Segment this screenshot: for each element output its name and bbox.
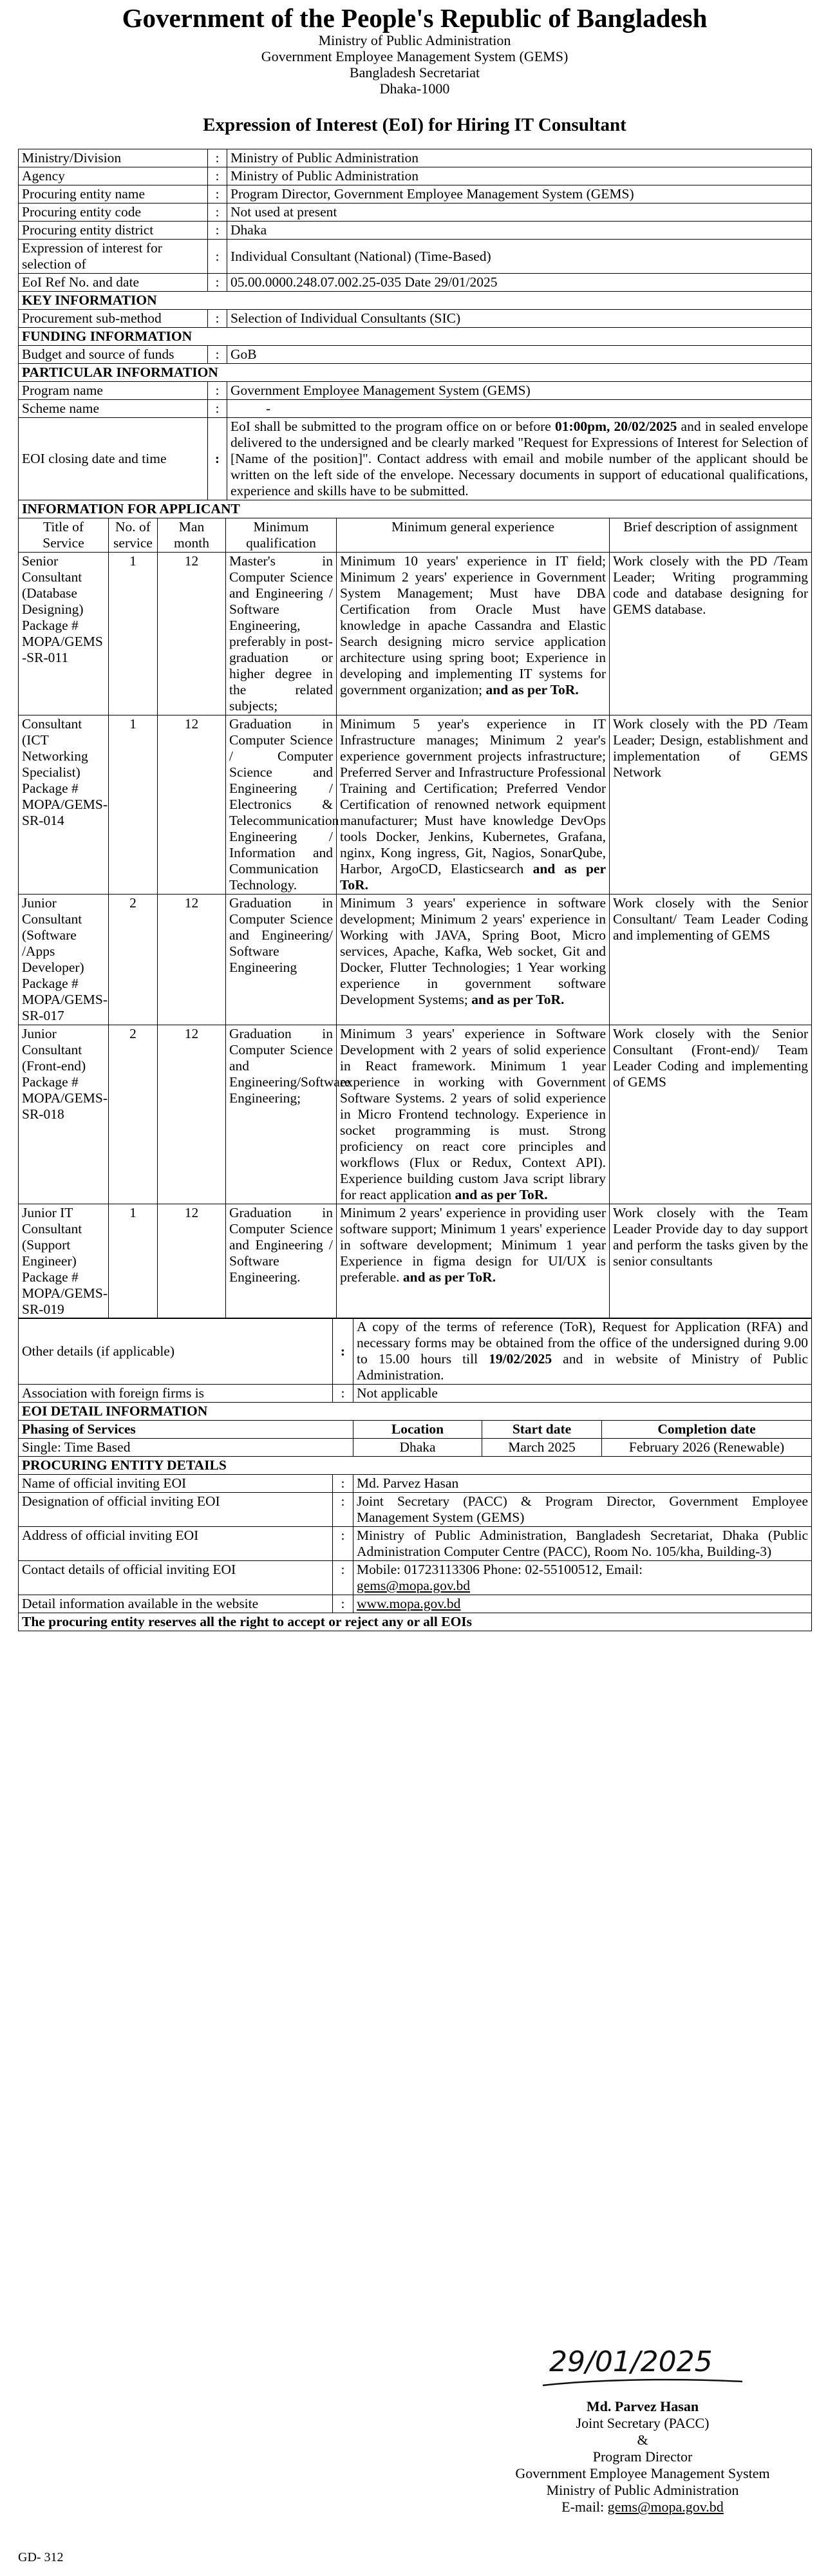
handwritten-date: 29/01/2025 [549,2345,713,2378]
assignment-description: Work closely with the Senior Consultant/ Team Leader Coding and implementing of GEMS [610,894,812,1025]
service-title: Junior Consultant (Front-end) Package # MOPA/GEMS-SR-018 [19,1025,109,1204]
info-row: EoI Ref No. and date : 05.00.0000.248.07.002.25-035 Date 29/01/2025 [19,274,812,292]
row-value: GoB [227,346,812,364]
row-label: Contact details of official inviting EOI [19,1561,333,1595]
column-header: Completion date [602,1421,812,1439]
section-heading: PROCURING ENTITY DETAILS [19,1457,812,1475]
row-value: Md. Parvez Hasan [353,1475,812,1493]
section-heading: INFORMATION FOR APPLICANT [19,500,812,518]
info-row: Procuring entity code : Not used at present [19,204,812,222]
service-title: Consultant (ICT Networking Specialist) Package # MOPA/GEMS-SR-014 [19,715,109,894]
row-label: Detail information available in the website [19,1595,333,1613]
info-row: Contact details of official inviting EOI : Mobile: 01723113306 Phone: 02-55100512, Email: gems@mopa.gov.bd [19,1561,812,1595]
row-label: Procuring entity code [19,204,208,222]
section-heading: FUNDING INFORMATION [19,328,812,346]
column-header: Location [353,1421,482,1439]
info-row: Expression of interest for selection of : Individual Consultant (National) (Time-Based) [19,240,812,274]
reservation-note: The procuring entity reserves all the right to accept or reject any or all EOIs [19,1613,812,1631]
row-value: Selection of Individual Consultants (SIC) [227,310,812,328]
info-row: EOI closing date and time : EoI shall be submitted to the program office on or before 01:00pm, 20/02/2025 and in sealed envelope delivered to the undersigned and be clearly marked "Request for Expressions of Interest for Selection of [Name of the position]". Contact address with email and mobile number of the applicant should be written on the left side of the envelope. Necessary documents in support of educational qualifications, experience and skills have to be submitted. [19,418,812,500]
signatory-email-link[interactable]: gems@mopa.gov.bd [607,2499,724,2515]
info-row: Procurement sub-method : Selection of Individual Consultants (SIC) [19,310,812,328]
service-count: 1 [109,552,158,715]
service-count: 2 [109,1025,158,1204]
signatory-role: Program Director [592,2448,693,2465]
assignment-description: Work closely with the PD /Team Leader; Writing programming code and database designing for GEMS database. [610,552,812,715]
experience: Minimum 3 years' experience in software development; Minimum 2 years' experience in Working with JAVA, Spring Boot, Micro services, Apache, Kafka, Web socket, Git and Docker, Flutter Technologies; 1 Year working experience in government software Development Systems; and as per ToR. [337,894,610,1025]
row-value: Ministry of Public Administration [227,167,812,185]
info-row: Other details (if applicable) : A copy of the terms of reference (ToR), Request for Application (RFA) and necessary forms may be obtained from the office of the undersigned during 9.00 to 15.00 hours till 19/02/2025 and in website of Ministry of Public Administration. [19,1318,812,1385]
document-title: Expression of Interest (EoI) for Hiring IT Consultant [203,115,626,135]
column-header: Brief description of assignment [610,518,812,552]
qualification: Master's in Computer Science and Engineering / Software Engineering, preferably in post-graduation or higher degree in the related subjects; [226,552,337,715]
position-row [19,894,812,1025]
letterhead [18,4,811,97]
info-row: Detail information available in the website : www.mopa.gov.bd [19,1595,812,1613]
government-title: Government of the People's Republic of Bangladesh [122,3,708,33]
row-value: Ministry of Public Administration, Bangladesh Secretariat, Dhaka (Public Administration Computer Centre (PACC), Room No. 105/kha, Building-3) [353,1527,812,1561]
column-header: Title of Service [19,518,109,552]
service-title: Junior Consultant (Software /Apps Developer) Package # MOPA/GEMS-SR-017 [19,894,109,1025]
info-row: Budget and source of funds : GoB [19,346,812,364]
city-line: Dhaka-1000 [379,80,450,97]
info-row: Name of official inviting EOI : Md. Parvez Hasan [19,1475,812,1493]
row-label: Association with foreign firms is [19,1385,333,1403]
info-table [18,149,812,518]
website-link[interactable]: www.mopa.gov.bd [357,1596,461,1611]
positions-table [18,518,812,1319]
column-header: Phasing of Services [19,1421,353,1439]
experience: Minimum 10 years' experience in IT field; Minimum 2 years' experience in Government System Management; Must have DBA Certification from Oracle Must have knowledge in apache Cassandra and Elastic Search designing micro service application architecture using spring boot; Experience in developing and implementing IT systems for government organization; and as per ToR. [337,552,610,715]
service-count: 1 [109,1204,158,1318]
info-row: Designation of official inviting EOI : Joint Secretary (PACC) & Program Director, Government Employee Management System (GEMS) [19,1493,812,1527]
qualification: Graduation in Computer Science and Engineering/Software Engineering; [226,1025,337,1204]
handwritten-signature [536,2330,749,2394]
qualification: Graduation in Computer Science and Engineering / Software Engineering. [226,1204,337,1318]
details-table [18,1318,812,1631]
man-month: 12 [158,1204,226,1318]
row-label: Procuring entity district [19,222,208,240]
row-value: Not applicable [353,1385,812,1403]
closing-deadline: 01:00pm, 20/02/2025 [554,419,677,434]
closing-date-text: EoI shall be submitted to the program office on or before 01:00pm, 20/02/2025 and in sealed envelope delivered to the undersigned and be clearly marked "Request for Expressions of Interest for Selection of [Name of the position]". Contact address with email and mobile number of the applicant should be written on the left side of the envelope. Necessary documents in support of educational qualifications, experience and skills have to be submitted. [227,418,812,500]
row-value: Ministry of Public Administration [227,149,812,167]
row-label: Other details (if applicable) [19,1318,333,1385]
qualification: Graduation in Computer Science / Computer Science and Engineering / Electronics & Telecommunication Engineering / Information and Communication Technology. [226,715,337,894]
assignment-description: Work closely with the Senior Consultant (Front-end)/ Team Leader Coding and implementing of GEMS [610,1025,812,1204]
info-row: Procuring entity name : Program Director, Government Employee Management System (GEMS) [19,185,812,204]
row-label: EoI Ref No. and date [19,274,208,292]
row-value: - [227,400,812,418]
man-month: 12 [158,552,226,715]
info-row: Procuring entity district : Dhaka [19,222,812,240]
column-header: Start date [482,1421,602,1439]
service-count: 1 [109,715,158,894]
row-label: Address of official inviting EOI [19,1527,333,1561]
service-title: Junior IT Consultant (Support Engineer) Package # MOPA/GEMS-SR-019 [19,1204,109,1318]
signature-block: 29/01/2025 Md. Parvez Hasan Joint Secretary (PACC) & Program Director Government Employee Management System Ministry of Public Administration E-mail: gems@mopa.gov.bd [475,2330,810,2515]
secretariat-line: Bangladesh Secretariat [349,64,480,80]
contact-email-link[interactable]: gems@mopa.gov.bd [357,1578,471,1593]
section-heading: EOI DETAIL INFORMATION [19,1403,812,1421]
position-row [19,1025,812,1204]
row-value [353,1595,812,1613]
other-details-text: A copy of the terms of reference (ToR), Request for Application (RFA) and necessary forms may be obtained from the office of the undersigned during 9.00 to 15.00 hours till 19/02/2025 and in website of Ministry of Public Administration. [353,1318,812,1385]
row-label: Name of official inviting EOI [19,1475,333,1493]
row-value: Program Director, Government Employee Management System (GEMS) [227,185,812,204]
man-month: 12 [158,894,226,1025]
qualification: Graduation in Computer Science and Engineering/ Software Engineering [226,894,337,1025]
man-month: 12 [158,1025,226,1204]
phasing-header-row [19,1421,812,1439]
signatory-designation: Joint Secretary (PACC) [576,2415,710,2431]
row-value: Individual Consultant (National) (Time-Based) [227,240,812,274]
info-row: Program name : Government Employee Management System (GEMS) [19,382,812,400]
position-row [19,552,812,715]
column-header: No. of service [109,518,158,552]
row-label: Procurement sub-method [19,310,208,328]
position-row [19,1204,812,1318]
man-month: 12 [158,715,226,894]
row-label: Procuring entity name [19,185,208,204]
info-row: Agency : Ministry of Public Administration [19,167,812,185]
positions-header-row [19,518,812,552]
row-value: Dhaka [227,222,812,240]
column-header: Minimum qualification [226,518,337,552]
row-value: 05.00.0000.248.07.002.25-035 Date 29/01/2025 [227,274,812,292]
row-label: EOI closing date and time [19,418,208,500]
column-header: Man month [158,518,226,552]
row-value: Joint Secretary (PACC) & Program Director, Government Employee Management System (GEMS) [353,1493,812,1527]
row-label: Program name [19,382,208,400]
experience: Minimum 2 years' experience in providing user software support; Minimum 1 years' experience in software development; Minimum 1 year Experience in figma design for UI/UX is preferable. and as per ToR. [337,1204,610,1318]
service-title: Senior Consultant (Database Designing) Package # MOPA/GEMS-SR-011 [19,552,109,715]
service-count: 2 [109,894,158,1025]
row-label: Scheme name [19,400,208,418]
info-row: Scheme name : - [19,400,812,418]
row-value: Not used at present [227,204,812,222]
row-label: Designation of official inviting EOI [19,1493,333,1527]
signatory-name: Md. Parvez Hasan [586,2398,699,2414]
row-value: Mobile: 01723113306 Phone: 02-55100512, Email: gems@mopa.gov.bd [353,1561,812,1595]
eoi-document [18,0,811,1631]
row-label: Budget and source of funds [19,346,208,364]
row-label: Ministry/Division [19,149,208,167]
row-label: Agency [19,167,208,185]
info-row: Association with foreign firms is : Not applicable [19,1385,812,1403]
experience: Minimum 3 years' experience in Software Development with 2 years of solid experience in React framework. Minimum 1 year experience in working with Government Software Systems. 2 years of solid experience in Micro Frontend technology. Experience in socket programming is must. Strong proficiency on react core principles and workflows (Flux or Redux, Context API). Experience building custom Java script library for react application and as per ToR. [337,1025,610,1204]
position-row [19,715,812,894]
section-heading: PARTICULAR INFORMATION [19,364,812,382]
phasing-row: Single: Time Based Dhaka March 2025 February 2026 (Renewable) [19,1439,812,1457]
info-row: Address of official inviting EOI : Ministry of Public Administration, Bangladesh Secretariat, Dhaka (Public Administration Computer Centre (PACC), Room No. 105/kha, Building-3) [19,1527,812,1561]
assignment-description: Work closely with the PD /Team Leader; Design, establishment and implementation of GEMS Network [610,715,812,894]
column-header: Minimum general experience [337,518,610,552]
section-heading: KEY INFORMATION [19,292,812,310]
ministry-line: Ministry of Public Administration [318,32,511,48]
document-code: GD- 312 [18,2550,64,2564]
system-line: Government Employee Management System (GEMS) [261,48,569,64]
row-label: Expression of interest for selection of [19,240,208,274]
assignment-description: Work closely with the Team Leader Provide day to day support and perform the tasks given by the senior consultants [610,1204,812,1318]
row-value: Government Employee Management System (GEMS) [227,382,812,400]
info-row: Ministry/Division : Ministry of Public Administration [19,149,812,167]
experience: Minimum 5 year's experience in IT Infrastructure manages; Minimum 2 year's experience government projects infrastructure; Preferred Server and Infrastructure Professional Training and Certification; Preferred Vendor Certification of renowned network equipment manufacturer; Must have knowledge DevOps tools Docker, Jenkins, Kubernetes, Grafana, nginx, Kong ingress, Git, Nagios, SonarQube, Harbor, ArgoCD, Elasticsearch and as per ToR. [337,715,610,894]
